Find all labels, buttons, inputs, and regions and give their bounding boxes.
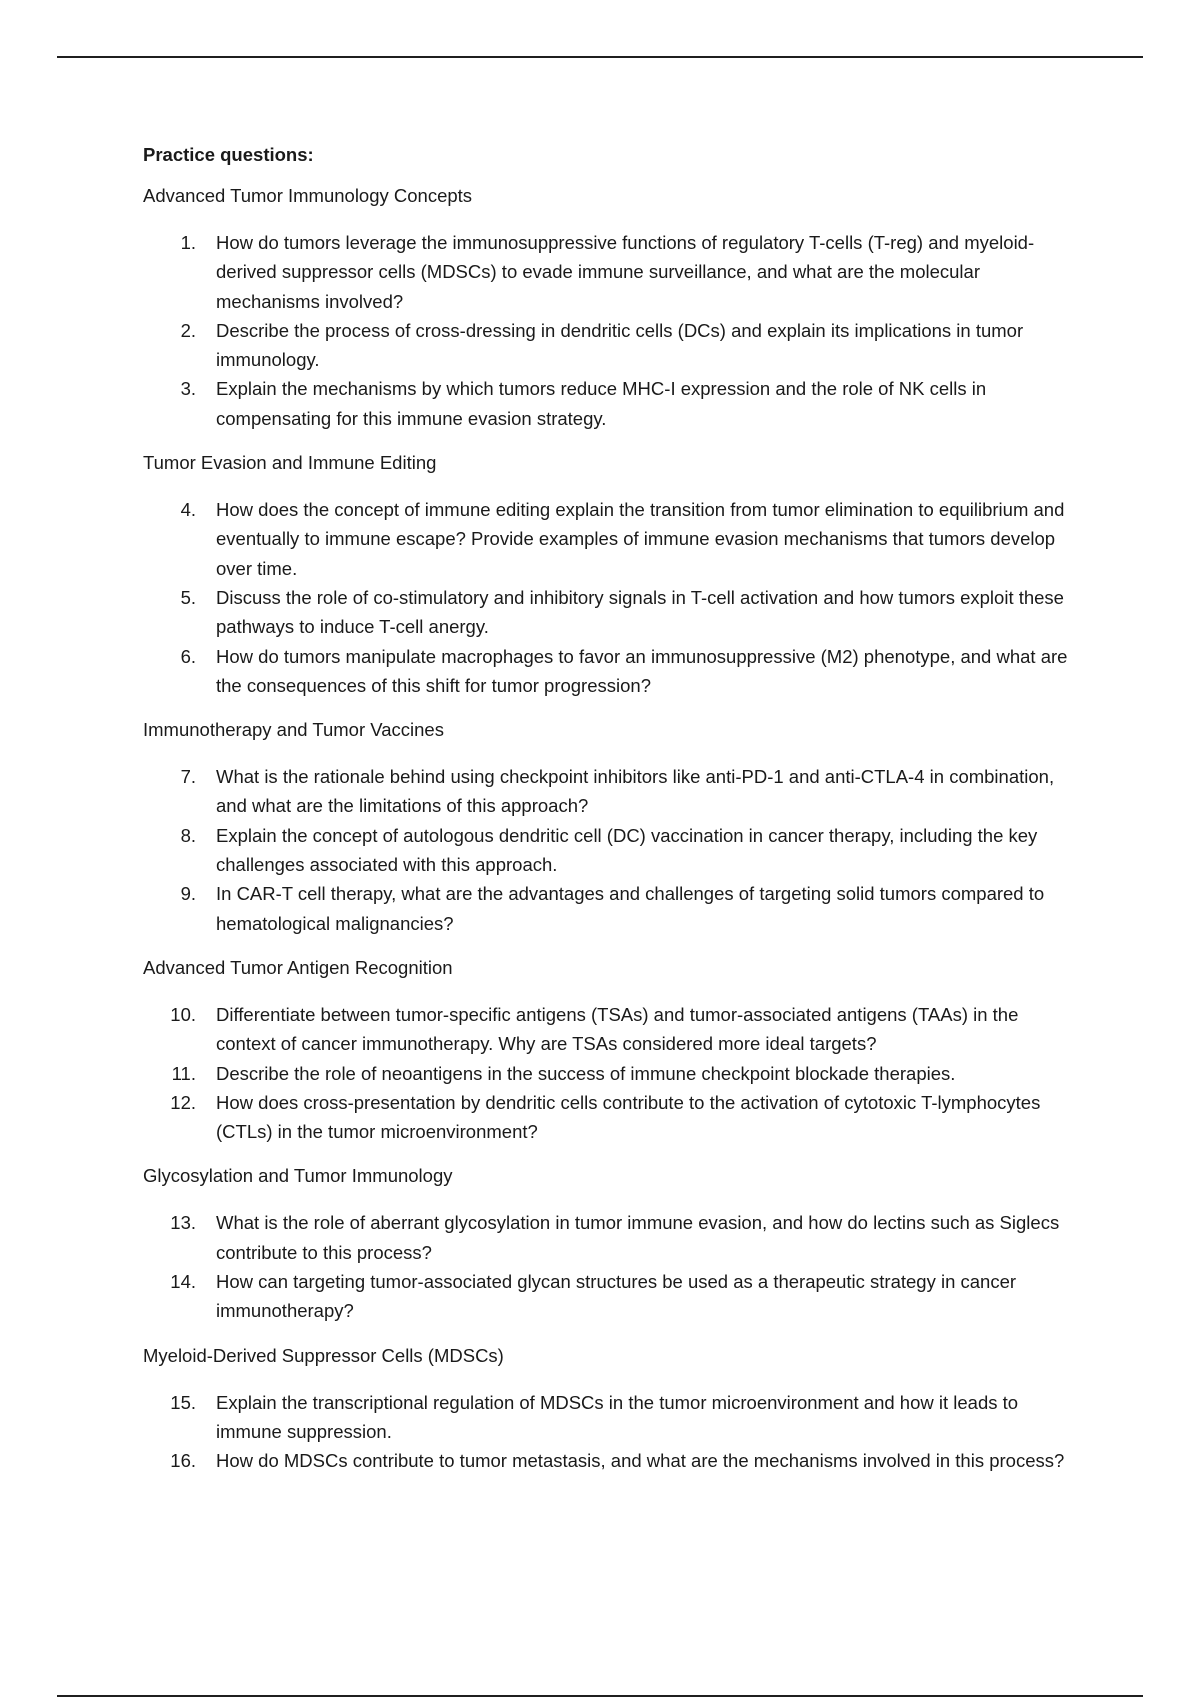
question-number: 5.: [180, 586, 196, 608]
section-tumor-evasion: [143, 452, 1083, 700]
footer-rule: [57, 1695, 1143, 1697]
question-number: 2.: [180, 319, 196, 341]
question-number: 11.: [171, 1062, 196, 1084]
question-text: What is the rationale behind using checkpoint inhibitors like anti-PD-1 and anti-CTLA-4 in combination, and what are the limitations of this approach?: [216, 766, 1055, 817]
question-text: Explain the concept of autologous dendritic cell (DC) vaccination in cancer therapy, including the key challenges associated with this approach.: [216, 824, 1038, 876]
section-immunotherapy: [143, 719, 1083, 938]
question-item: [143, 228, 1083, 316]
header-rule: [57, 56, 1143, 58]
question-item: [143, 1208, 1083, 1267]
section-heading: Tumor Evasion and Immune Editing: [143, 452, 437, 474]
question-item: [143, 1388, 1083, 1447]
document-title: Practice questions:: [143, 144, 314, 165]
question-text: How do tumors leverage the immunosuppressive functions of regulatory T-cells (T-reg) and myeloid-derived suppressor cells (MDSCs) to evade immune surveillance, and what are the molecular mechanisms involved?: [216, 232, 1035, 312]
section-mdscs: [143, 1345, 1083, 1476]
question-text: Explain the transcriptional regulation of MDSCs in the tumor microenvironment and how it leads to immune suppression.: [216, 1391, 1019, 1442]
question-number: 8.: [180, 824, 196, 846]
question-list: [143, 228, 1083, 433]
question-number: 6.: [180, 645, 196, 667]
section-heading: Advanced Tumor Immunology Concepts: [143, 185, 473, 206]
question-number: 1.: [180, 232, 196, 253]
question-number: 4.: [180, 499, 196, 521]
question-item: [143, 374, 1083, 433]
question-item: [143, 1000, 1083, 1059]
question-text: Explain the mechanisms by which tumors reduce MHC-I expression and the role of NK cells in compensating for this immune evasion strategy.: [216, 378, 987, 429]
question-list: [143, 762, 1083, 938]
section-heading: Immunotherapy and Tumor Vaccines: [143, 719, 444, 741]
question-text: How can targeting tumor-associated glycan structures be used as a therapeutic strategy in cancer immunotherapy?: [216, 1271, 1017, 1322]
section-glycosylation: [143, 1165, 1083, 1325]
question-text: How do MDSCs contribute to tumor metastasis, and what are the mechanisms involved in this process?: [216, 1450, 1065, 1472]
document-body: [143, 144, 1083, 1495]
question-text: Differentiate between tumor-specific antigens (TSAs) and tumor-associated antigens (TAAs) in the context of cancer immunotherapy. Why are TSAs considered more ideal targets?: [216, 1003, 1019, 1055]
question-item: [143, 821, 1083, 880]
question-text: In CAR-T cell therapy, what are the advantages and challenges of targeting solid tumors compared to hematological malignancies?: [216, 883, 1045, 934]
question-item: [143, 316, 1083, 375]
section-heading: Advanced Tumor Antigen Recognition: [143, 956, 453, 978]
question-list: [143, 1000, 1083, 1146]
question-list: [143, 1208, 1083, 1325]
question-item: [143, 642, 1083, 701]
question-number: 13.: [170, 1212, 196, 1234]
question-text: Describe the process of cross-dressing in dendritic cells (DCs) and explain its implications in tumor immunology.: [216, 319, 1024, 371]
section-advanced-tumor-immunology: [143, 185, 1083, 433]
question-text: Discuss the role of co-stimulatory and inhibitory signals in T-cell activation and how tumors exploit these pathways to induce T-cell anergy.: [216, 586, 1064, 638]
question-item: [143, 1267, 1083, 1326]
section-heading: Glycosylation and Tumor Immunology: [143, 1165, 453, 1187]
question-list: [143, 1388, 1083, 1476]
question-item: [143, 495, 1083, 583]
question-item: [143, 1088, 1083, 1147]
question-number: 16.: [170, 1450, 196, 1472]
question-text: Describe the role of neoantigens in the success of immune checkpoint blockade therapies.: [216, 1062, 956, 1084]
section-heading: Myeloid-Derived Suppressor Cells (MDSCs): [143, 1344, 504, 1366]
question-text: How do tumors manipulate macrophages to favor an immunosuppressive (M2) phenotype, and what are the consequences of this shift for tumor progression?: [216, 645, 1068, 696]
question-item: [143, 879, 1083, 938]
section-antigen-recognition: [143, 957, 1083, 1146]
question-number: 12.: [170, 1091, 196, 1113]
question-number: 10.: [170, 1003, 196, 1025]
question-item: [143, 762, 1083, 821]
question-item: [143, 1446, 1083, 1475]
question-number: 3.: [180, 378, 196, 400]
question-text: How does the concept of immune editing explain the transition from tumor elimination to equilibrium and eventually to immune escape? Provide examples of immune evasion mechanisms that tumors develop over time.: [216, 499, 1065, 579]
question-list: [143, 495, 1083, 700]
question-item: [143, 1059, 1083, 1088]
question-number: 15.: [170, 1391, 196, 1413]
question-item: [143, 583, 1083, 642]
question-number: 9.: [180, 883, 196, 905]
question-text: How does cross-presentation by dendritic cells contribute to the activation of cytotoxic T-lymphocytes (CTLs) in the tumor microenvironment?: [216, 1091, 1041, 1143]
question-text: What is the role of aberrant glycosylation in tumor immune evasion, and how do lectins such as Siglecs contribute to this process?: [216, 1212, 1060, 1263]
question-number: 14.: [170, 1271, 196, 1293]
question-number: 7.: [180, 766, 196, 788]
